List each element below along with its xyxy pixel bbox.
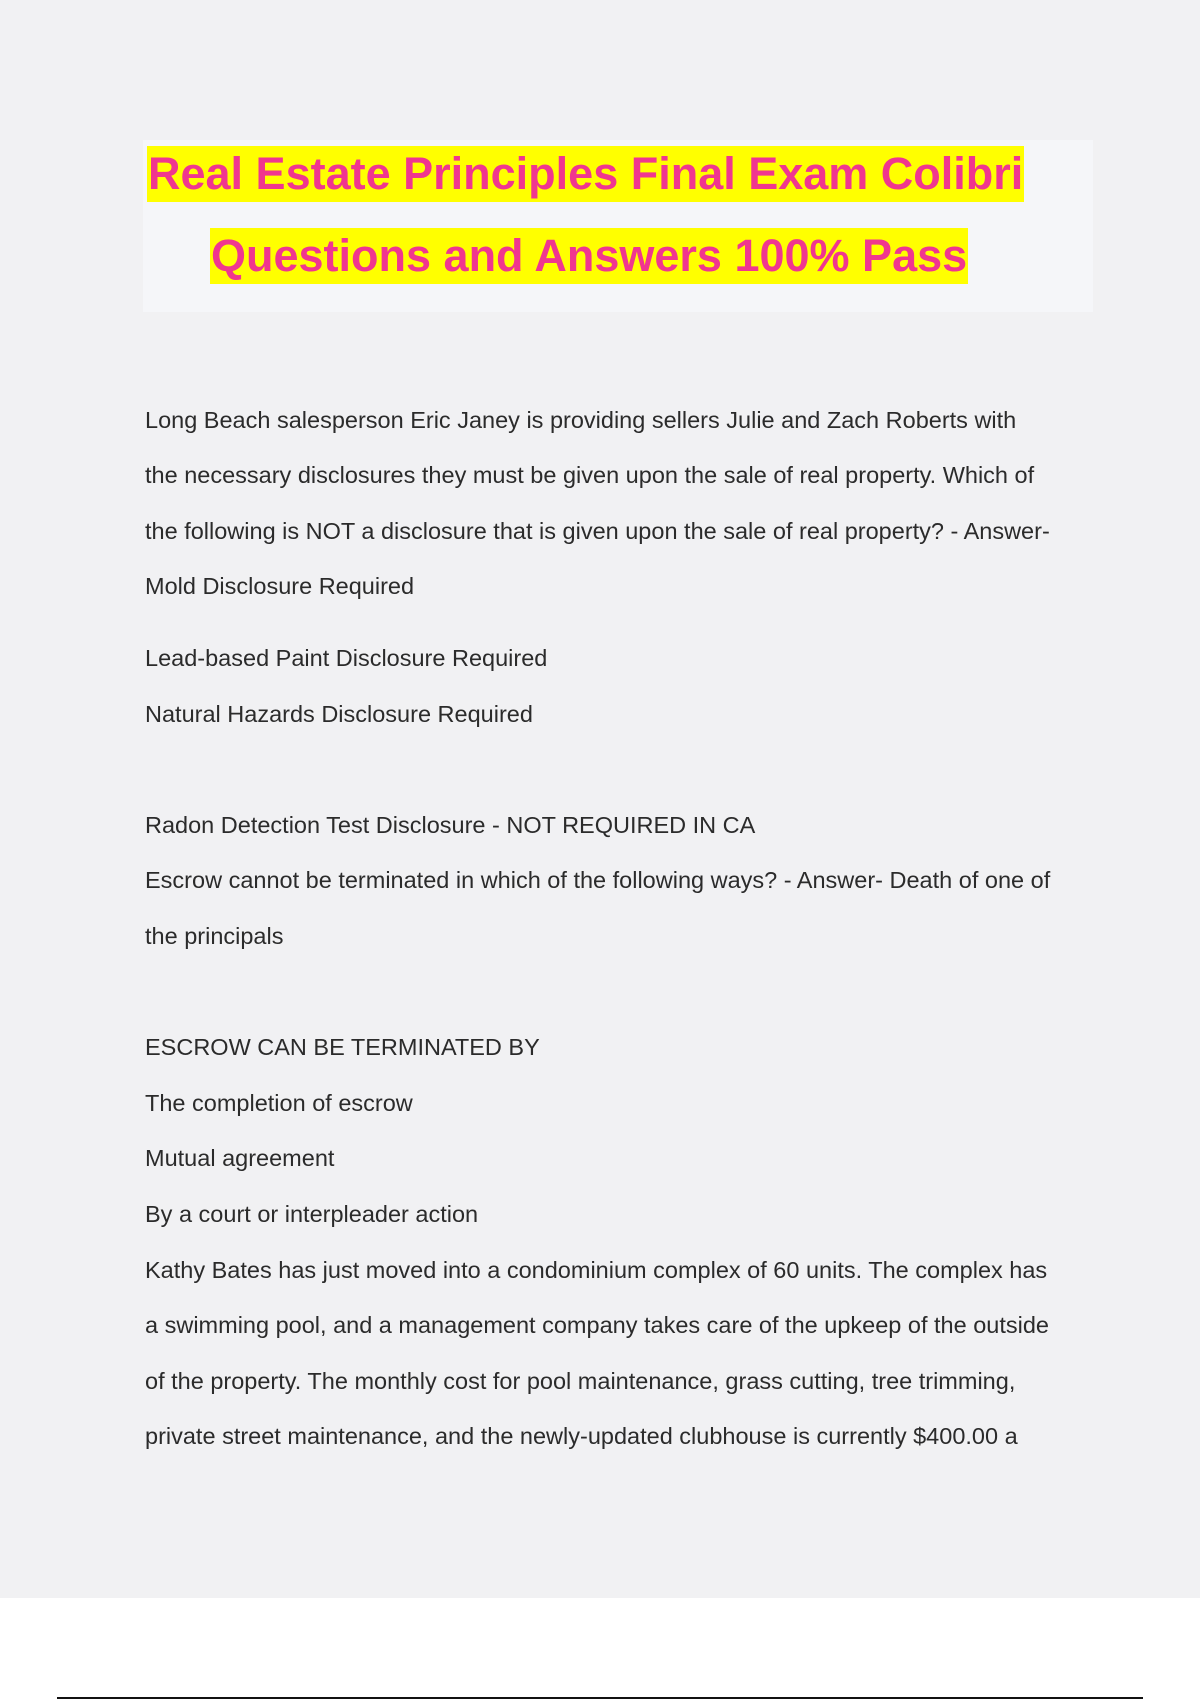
question-2-line-2: the principals [145, 923, 284, 949]
answer-1-natural-hazards-disclosure: Natural Hazards Disclosure Required [145, 701, 533, 727]
question-1-line-3: the following is NOT a disclosure that is given upon the sale of real property? - Answer- [145, 518, 1050, 544]
escrow-termination-item-2: Mutual agreement [145, 1145, 335, 1171]
document-title-line-2: Questions and Answers 100% Pass [210, 228, 968, 284]
question-3-line-4: private street maintenance, and the newly-updated clubhouse is currently $400.00 a [145, 1423, 1018, 1449]
question-1-line-2: the necessary disclosures they must be given upon the sale of real property. Which of [145, 462, 1035, 488]
footer-divider [57, 1697, 1143, 1699]
answer-1-radon-disclosure: Radon Detection Test Disclosure - NOT REQUIRED IN CA [145, 812, 756, 838]
escrow-termination-heading: ESCROW CAN BE TERMINATED BY [145, 1034, 540, 1060]
document-title-line-1: Real Estate Principles Final Exam Colibri [147, 146, 1024, 202]
answer-1-lead-paint-disclosure: Lead-based Paint Disclosure Required [145, 645, 548, 671]
question-2-line-1: Escrow cannot be terminated in which of the following ways? - Answer- Death of one of [145, 867, 1051, 893]
answer-1-mold-disclosure: Mold Disclosure Required [145, 573, 415, 599]
question-3-line-1: Kathy Bates has just moved into a condominium complex of 60 units. The complex has [145, 1257, 1048, 1283]
escrow-termination-item-3: By a court or interpleader action [145, 1201, 479, 1227]
question-3-line-3: of the property. The monthly cost for pool maintenance, grass cutting, tree trimming, [145, 1368, 1016, 1394]
question-3-line-2: a swimming pool, and a management company takes care of the upkeep of the outside [145, 1312, 1049, 1338]
question-1-line-1: Long Beach salesperson Eric Janey is providing sellers Julie and Zach Roberts with [145, 407, 1017, 433]
escrow-termination-item-1: The completion of escrow [145, 1090, 413, 1116]
